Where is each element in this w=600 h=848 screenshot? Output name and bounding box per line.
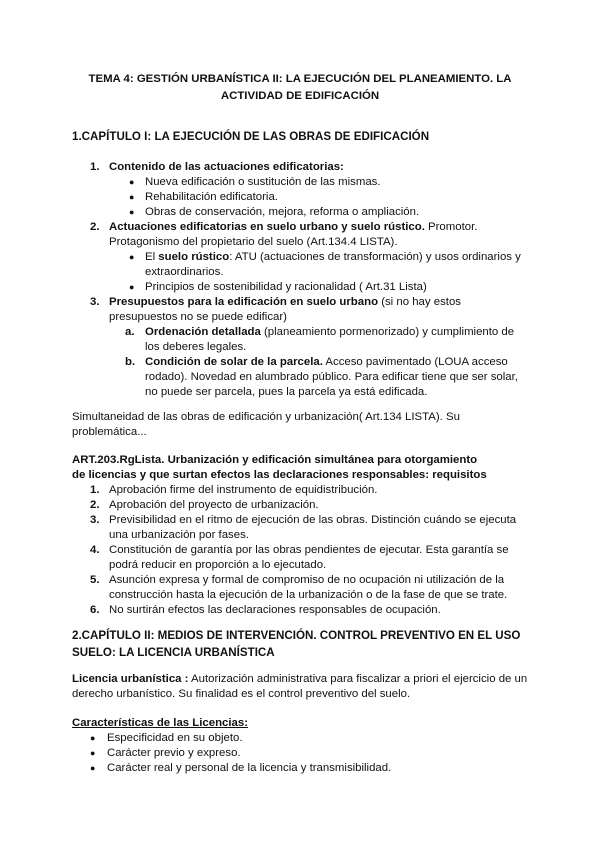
bullet-icon: ● [129, 177, 135, 187]
sub-item: ● Principios de sostenibilidad y racionalidad ( Art.31 Lista) [129, 281, 427, 293]
list-item: 3. Previsibilidad en el ritmo de ejecución de las obras. Distinción cuándo se ejecuta una urbanización por fases. [90, 514, 517, 541]
item-number: 3. [90, 514, 100, 526]
bullet-icon: ● [90, 748, 96, 758]
list-item [90, 160, 530, 175]
sub-item: ● Nueva edificación o sustitución de las mismas. [129, 176, 381, 188]
item-title: Presupuestos para la edificación en suelo urbano [109, 296, 379, 308]
item-number: 3. [90, 296, 100, 308]
list-item: ● Especificidad en su objeto. [90, 732, 243, 744]
item-number: 1. [90, 161, 100, 173]
list-item: 4. Constitución de garantía por las obras pendientes de ejecutar. Esta garantía se podrá reducir en proporción a lo ejecutado. [90, 544, 509, 571]
list-item: 2. Actuaciones edificatorias en suelo urbano y suelo rústico. Promotor. Protagonismo del propietario del suelo (Art.134.4 LISTA). [90, 221, 478, 248]
list-item: 2. Aprobación del proyecto de urbanización. [90, 499, 319, 511]
bullet-icon: ● [90, 763, 96, 773]
sub-item: b. Condición de solar de la parcela. Acceso pavimentado (LOUA acceso rodado). Novedad en alumbrado público. Para edificar tiene que ser solar, no puede ser parcela, pues la parcela ya está edificada. [125, 356, 518, 398]
bullet-icon: ● [90, 733, 96, 743]
item-number: 6. [90, 604, 100, 616]
letter-marker: a. [125, 326, 135, 338]
document-title [70, 71, 530, 105]
item-title: Actuaciones edificatorias en suelo urbano y suelo rústico. [109, 221, 425, 233]
item-number: 2. [90, 221, 100, 233]
sub-item: ● Obras de conservación, mejora, reforma o ampliación. [129, 206, 420, 218]
caracteristicas-heading: Características de las Licencias: [72, 717, 249, 729]
item-number: 2. [90, 499, 100, 511]
simultaneity-paragraph: Simultaneidad de las obras de edificación y urbanización( Art.134 LISTA). Su problemática... [72, 411, 460, 438]
letter-marker: b. [125, 356, 136, 368]
list-item: 3. Presupuestos para la edificación en suelo urbano (si no hay estos presupuestos no se puede edificar) [90, 296, 461, 323]
bullet-icon: ● [129, 282, 135, 292]
chapter1-heading: 1.CAPÍTULO I: LA EJECUCIÓN DE LAS OBRAS DE EDIFICACIÓN [72, 130, 430, 143]
licencia-term: Licencia urbanística : [72, 673, 189, 685]
licencia-definition: Licencia urbanística : Autorización administrativa para fiscalizar a priori el ejercicio de un derecho urbanístico. Su finalidad es el control preventivo del suelo. [72, 673, 528, 700]
item-title: Contenido de las actuaciones edificatorias: [109, 161, 344, 173]
list-item: ● Carácter previo y expreso. [90, 747, 241, 759]
sub-item: ● Rehabilitación edificatoria. [129, 191, 278, 203]
bullet-icon: ● [129, 207, 135, 217]
item-number: 4. [90, 544, 100, 556]
bullet-icon: ● [129, 252, 135, 262]
chapter2-heading: 2.CAPÍTULO II: MEDIOS DE INTERVENCIÓN. CONTROL PREVENTIVO EN EL USO SUELO: LA LICENCIA URBANÍSTICA [72, 629, 521, 659]
list-item: 6. No surtirán efectos las declaraciones responsables de ocupación. [90, 604, 441, 616]
item-number: 5. [90, 574, 100, 586]
title-line-2: ACTIVIDAD DE EDIFICACIÓN [220, 90, 380, 102]
caracteristicas-list [90, 731, 530, 776]
sub-item: ● El suelo rústico: ATU (actuaciones de transformación) y usos ordinarios y extraordinarios. [129, 251, 521, 278]
art203-heading: ART.203.RgLista. Urbanización y edificación simultánea para otorgamiento de licencias y que surtan efectos las declaraciones responsables: requisitos [72, 454, 487, 481]
list-item: ● Carácter real y personal de la licencia y transmisibilidad. [90, 762, 392, 774]
title-line-1: TEMA 4: GESTIÓN URBANÍSTICA II: LA EJECUCIÓN DEL PLANEAMIENTO. LA [88, 73, 512, 85]
art203-list [90, 483, 530, 618]
chapter1-list [90, 160, 530, 400]
bullet-icon: ● [129, 192, 135, 202]
sub-item: a. Ordenación detallada (planeamiento pormenorizado) y cumplimiento de los deberes legales. [125, 326, 515, 353]
item-number: 1. [90, 484, 100, 496]
list-item: 1. Aprobación firme del instrumento de equidistribución. [90, 484, 378, 496]
list-item: 5. Asunción expresa y formal de compromiso de no ocupación ni utilización de la construcción hasta la ejecución de la urbanización o de la fase de que se trate. [90, 574, 508, 601]
